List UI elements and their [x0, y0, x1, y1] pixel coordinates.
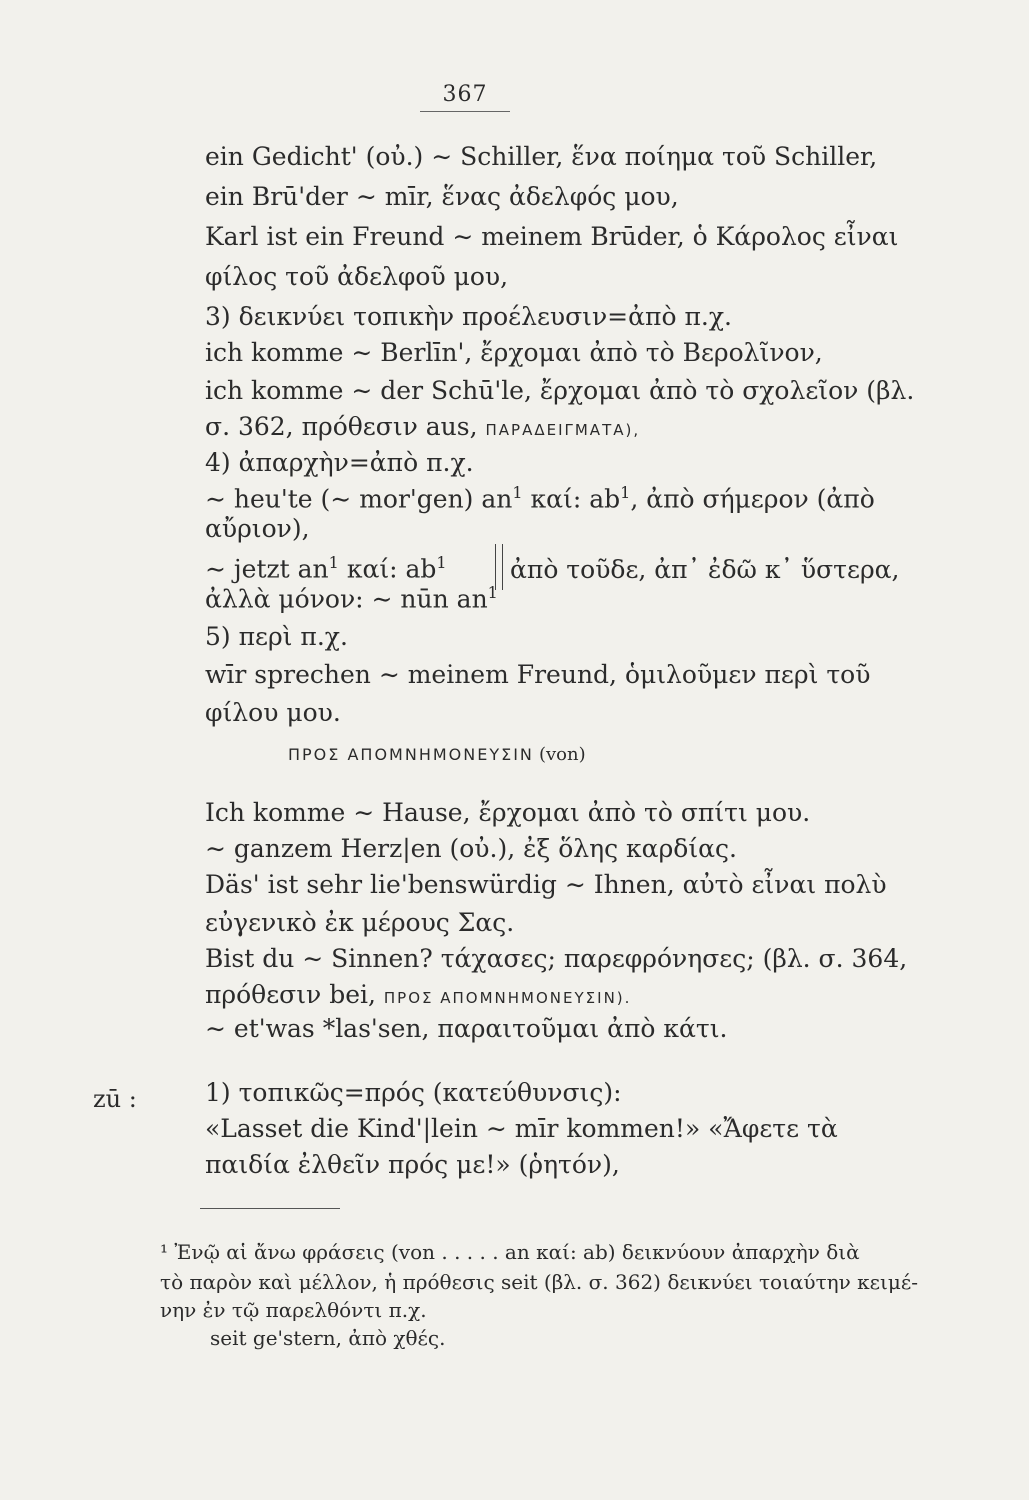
text-line: φίλος τοῦ ἀδελφοῦ μου,	[205, 262, 509, 291]
text-line	[205, 412, 640, 445]
footnote-line: seit ge'stern, ἀπὸ χθές.	[210, 1326, 446, 1350]
text-segment: πρόθεσιν bei,	[205, 980, 376, 1009]
text-line: 1) τοπικῶς=πρός (κατεύθυνσις):	[205, 1078, 622, 1107]
caps-label: ΠΑΡΑΔΕΙΓΜΑΤΑ),	[485, 421, 641, 439]
text-segment: ∼ heu'te (∼ mor'gen) an	[205, 484, 513, 514]
footnote-line: νην ἐν τῷ παρελθόντι π.χ.	[160, 1298, 427, 1322]
heading-von: (von)	[538, 744, 586, 765]
text-line: Ich komme ∼ Hause, ἔρχομαι ἀπὸ τὸ σπίτι μου.	[205, 798, 811, 827]
footnote-marker: 1	[620, 483, 631, 502]
text-line	[205, 578, 498, 614]
text-line: αὔριον),	[205, 514, 310, 543]
text-segment: καί: ab	[530, 484, 621, 514]
text-line: παιδία ἐλθεῖν πρός με!» (ῥητόν),	[205, 1150, 620, 1179]
text-line: ein Gedicht' (οὐ.) ∼ Schiller, ἕνα ποίημα τοῦ Schiller,	[205, 142, 878, 171]
brace-text: ἀπὸ τοῦδε, ἀπ᾽ ἐδῶ κ᾽ ὕστερα,	[510, 555, 900, 584]
text-line: ein Brū'der ∼ mīr, ἕνας ἀδελφός μου,	[205, 182, 679, 211]
text-line	[205, 478, 875, 514]
text-line: Bist du ∼ Sinnen? τάχασες; παρεφρόνησες; (βλ. σ. 364,	[205, 944, 908, 973]
text-line: εὐγενικὸ ἐκ μέρους Σας.	[205, 908, 515, 937]
text-line: Däs' ist sehr lie'benswürdig ∼ Ihnen, αὐτὸ εἶναι πολὺ	[205, 870, 887, 899]
text-line: φίλου μου.	[205, 698, 341, 727]
section-heading	[288, 744, 586, 765]
text-segment: , ἀπὸ σήμερον (ἀπὸ	[630, 484, 875, 514]
text-segment: καί: ab	[346, 554, 437, 584]
heading-text: ΠΡΟΣ ΑΠΟΜΝΗΜΟΝΕΥΣΙΝ	[288, 745, 534, 764]
page-number: 367	[420, 82, 510, 112]
footnote-marker: 1	[487, 583, 498, 602]
text-segment: ἀλλὰ μόνον: ∼ nūn an	[205, 584, 488, 614]
text-line: ∼ ganzem Herz|en (οὐ.), ἐξ ὅλης καρδίας.	[205, 834, 737, 863]
footnote-rule	[200, 1208, 340, 1209]
footnote-marker: 1	[512, 483, 523, 502]
text-line: «Lasset die Kind'|lein ∼ mīr kommen!» «Ἄφετε τὰ	[205, 1114, 838, 1143]
text-segment: σ. 362, πρόθεσιν aus,	[205, 412, 478, 441]
footnote-line: τὸ παρὸν καὶ μέλλον, ἡ πρόθεσις seit (βλ. σ. 362) δεικνύει τοιαύτην κειμέ-	[160, 1270, 918, 1294]
text-line: 4) ἀπαρχὴν=ἀπὸ π.χ.	[205, 448, 474, 477]
text-line: 5) περὶ π.χ.	[205, 622, 348, 651]
text-line	[205, 980, 631, 1013]
text-line: ich komme ∼ Berlīn', ἔρχομαι ἀπὸ τὸ Βερολῖνον,	[205, 338, 823, 367]
brace	[495, 544, 503, 590]
text-line: ∼ et'was *las'sen, παραιτοῦμαι ἀπὸ κάτι.	[205, 1014, 728, 1043]
caps-label: ΠΡΟΣ ΑΠΟΜΝΗΜΟΝΕΥΣΙΝ).	[383, 989, 632, 1007]
text-line: ich komme ∼ der Schū'le, ἔρχομαι ἀπὸ τὸ σχολεῖον (βλ.	[205, 376, 915, 405]
footnote-line: ¹ Ἐνῷ αἱ ἄνω φράσεις (von . . . . . an καί: ab) δεικνύουν ἀπαρχὴν διὰ	[160, 1240, 860, 1264]
text-line: wīr sprechen ∼ meinem Freund, ὁμιλοῦμεν περὶ τοῦ	[205, 660, 871, 689]
footnote-marker: 1	[436, 553, 447, 572]
text-segment: ∼ jetzt an	[205, 554, 329, 584]
footnote-marker: 1	[328, 553, 339, 572]
text-line: 3) δεικνύει τοπικὴν προέλευσιν=ἀπὸ π.χ.	[205, 302, 732, 331]
margin-label: zū :	[93, 1085, 137, 1113]
text-line: Karl ist ein Freund ∼ meinem Brūder, ὁ Κάρολος εἶναι	[205, 222, 899, 251]
